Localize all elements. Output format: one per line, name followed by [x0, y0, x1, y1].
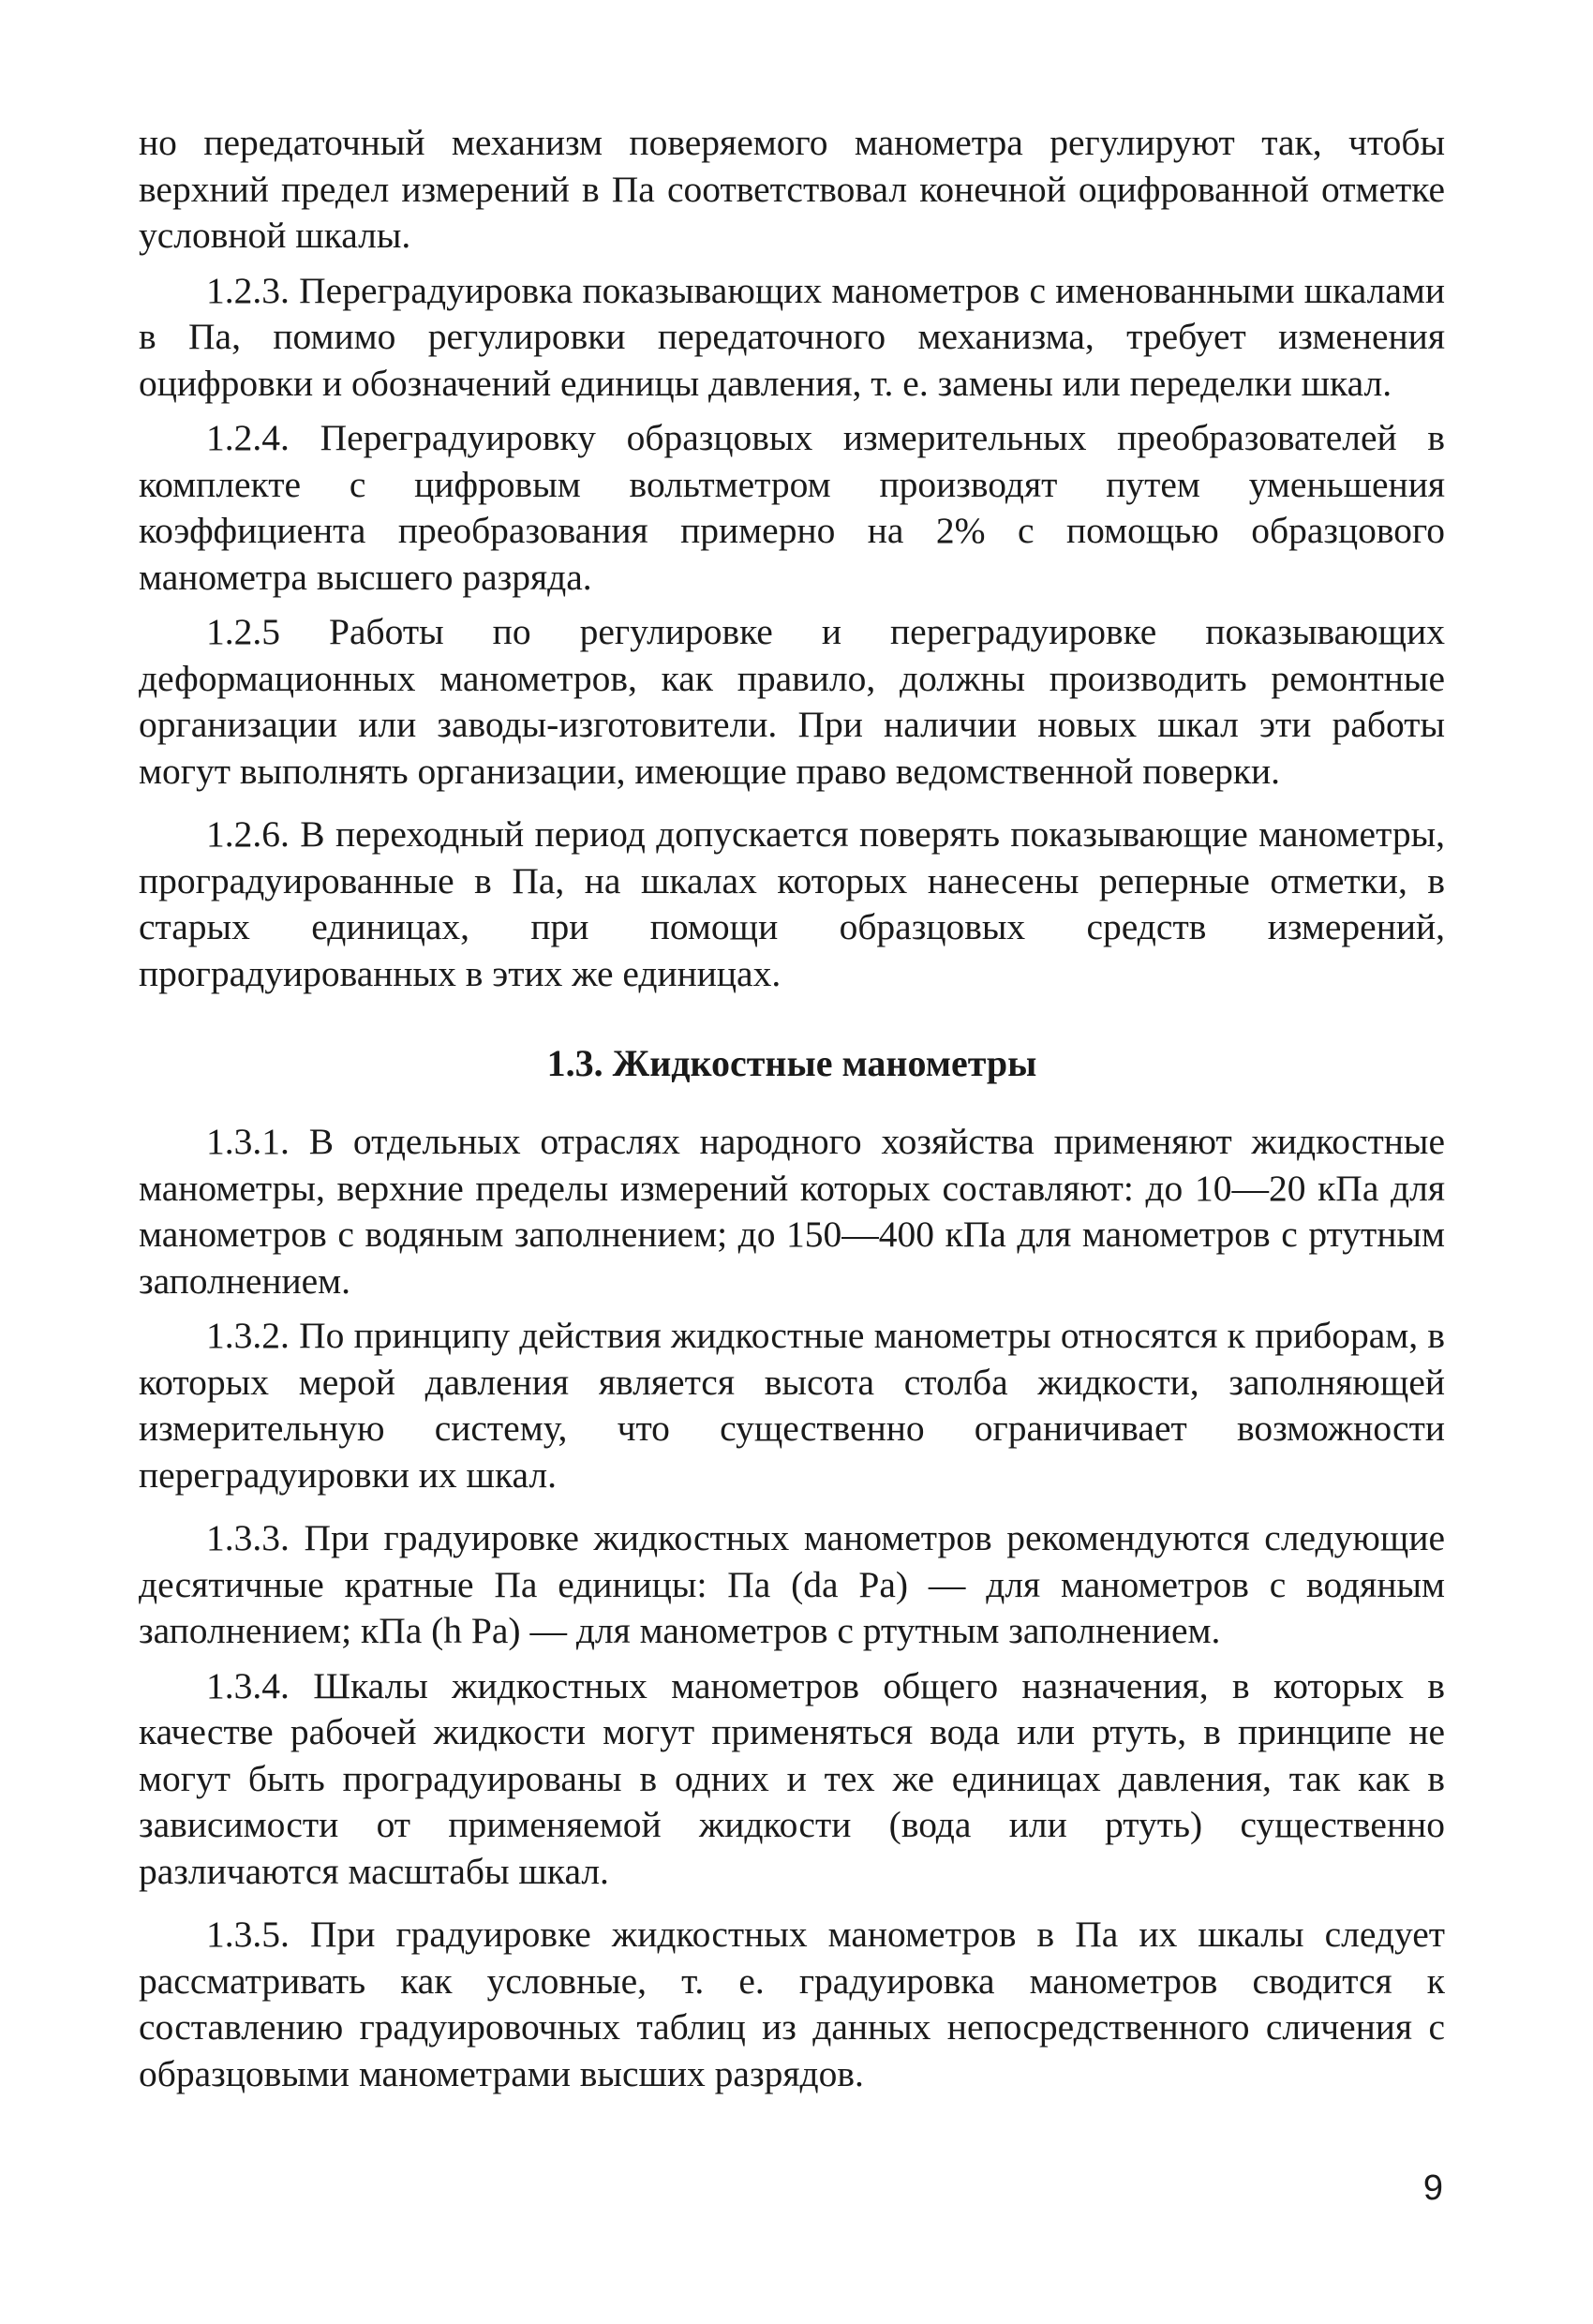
paragraph-continuation: но передаточный механизм поверяемого манометра регулируют так, чтобы верхний предел измерений в Па соответствовал конечной оцифрованной отметке условной шкалы. [139, 122, 1445, 256]
paragraph-1-2-3: 1.2.3. Переградуировка показывающих манометров с именованными шкалами в Па, помимо регулировки передаточного механизма, требует изменения оцифровки и обозначений единицы давления, т. е. замены или переделки шкал. [139, 269, 1445, 404]
page-number: 9 [1422, 2168, 1443, 2208]
paragraph-1-2-5: 1.2.5 Работы по регулировке и переградуировке показывающих деформационных манометров, как правило, должны производить ремонтные организации или заводы-изготовители. При наличии новых шкал эти работы могут выполнять организации, имеющие право ведомственной поверки. [139, 611, 1445, 792]
paragraph-1-2-4: 1.2.4. Переградуировку образцовых измерительных преобразователей в комплекте с цифровым вольтметром производят путем уменьшения коэффициента преобразования примерно на 2% с помощью образцового манометра высшего разряда. [139, 417, 1445, 598]
paragraph-1-3-5: 1.3.5. При градуировке жидкостных манометров в Па их шкалы следует рассматривать как условные, т. е. градуировка манометров сводится к составлению градуировочных таблиц из данных непосредственного сличения с образцовыми манометрами высших разрядов. [139, 1914, 1445, 2094]
paragraph-1-3-4: 1.3.4. Шкалы жидкостных манометров общего назначения, в которых в качестве рабочей жидкости могут применяться вода или ртуть, в принципе не могут быть проградуированы в одних и тех же единицах давления, так как в зависимости от применяемой жидкости (вода или ртуть) существенно различаются масштабы шкал. [139, 1664, 1445, 1892]
document-page [139, 120, 1445, 2097]
paragraph-1-3-3: 1.3.3. При градуировке жидкостных манометров рекомендуются следующие десятичные кратные Па единицы: Па (da Pa) — для манометров с водяным заполнением; кПа (h Pa) — для манометров с ртутным заполнением. [139, 1517, 1445, 1651]
section-heading: 1.3. Жидкостные манометры [546, 1042, 1037, 1084]
paragraph-1-3-1: 1.3.1. В отдельных отраслях народного хозяйства применяют жидкостные манометры, верхние пределы измерений которых составляют: до 10—20 кПа для манометров с водяным заполнением; до 150—400 кПа для манометров с ртутным заполнением. [139, 1121, 1445, 1302]
paragraph-1-3-2: 1.3.2. По принципу действия жидкостные манометры относятся к приборам, в которых мерой давления является высота столба жидкости, заполняющей измерительную систему, что существенно ограничивает возможности переградуировки их шкал. [139, 1315, 1445, 1496]
paragraph-1-2-6: 1.2.6. В переходный период допускается поверять показывающие манометры, проградуированные в Па, на шкалах которых нанесены реперные отметки, в старых единицах, при помощи образцовых средств измерений, проградуированных в этих же единицах. [139, 813, 1445, 994]
